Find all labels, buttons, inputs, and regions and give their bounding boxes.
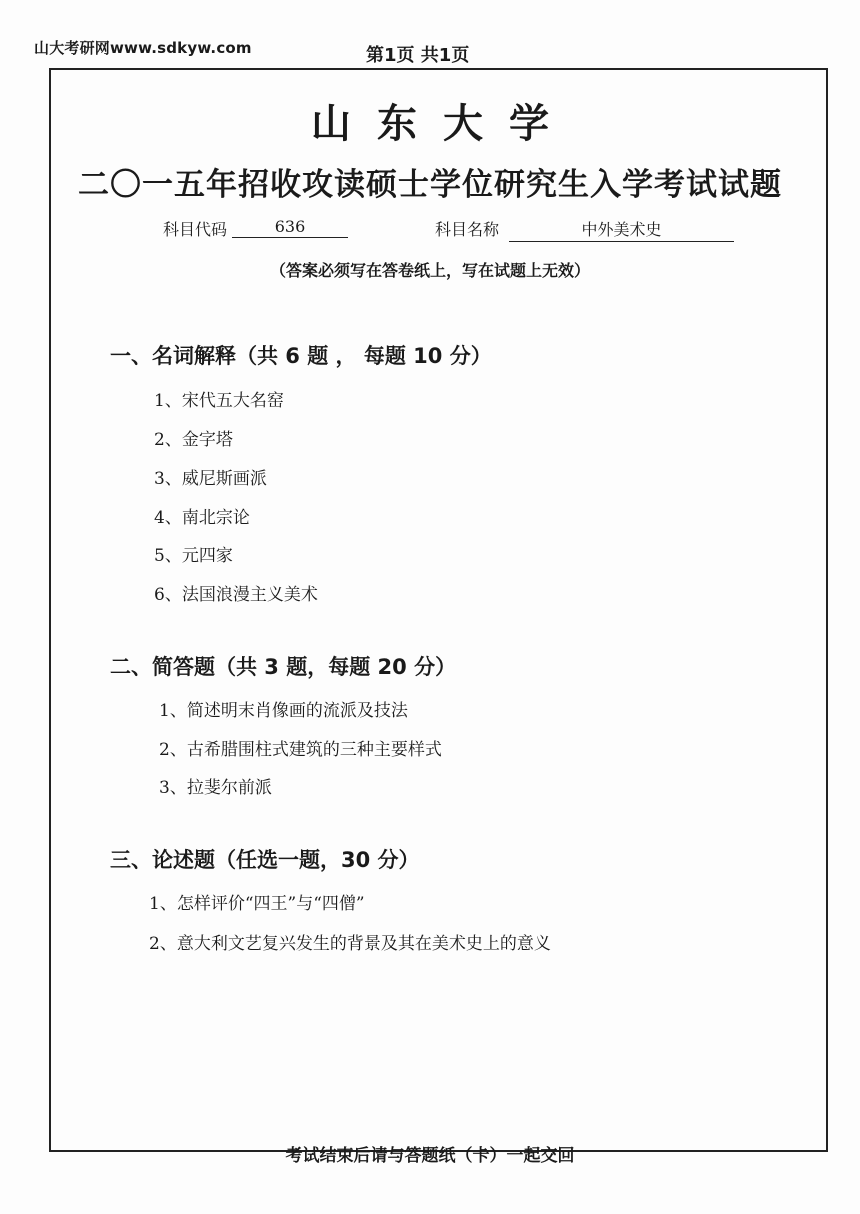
section-heading-3: 三、论述题（任选一题，30 分） <box>110 848 420 872</box>
university-name: 山东大学 <box>311 100 575 147</box>
subject-code-value: 636 <box>232 217 348 238</box>
page-number: 第1页 共1页 <box>366 45 470 66</box>
exam-title: 二〇一五年招收攻读硕士学位研究生入学考试试题 <box>78 167 782 203</box>
question-item: 1、简述明末肖像画的流派及技法 <box>159 701 408 721</box>
question-item: 1、怎样评价“四王”与“四僧” <box>149 894 365 914</box>
section-heading-2: 二、简答题（共 3 题，每题 20 分） <box>110 655 457 679</box>
question-item: 6、法国浪漫主义美术 <box>154 585 318 605</box>
question-item: 2、古希腊围柱式建筑的三种主要样式 <box>159 740 442 760</box>
site-watermark: 山大考研网www.sdkyw.com <box>34 39 252 57</box>
question-item: 2、意大利文艺复兴发生的背景及其在美术史上的意义 <box>149 934 551 954</box>
question-item: 2、金字塔 <box>154 430 233 450</box>
footer-instruction: 考试结束后请与答题纸（卡）一起交回 <box>285 1146 575 1166</box>
section-heading-1: 一、名词解释（共 6 题 ， 每题 10 分） <box>110 344 492 368</box>
subject-code-label: 科目代码 <box>163 220 228 239</box>
question-item: 5、元四家 <box>154 546 233 566</box>
question-item: 3、拉斐尔前派 <box>159 778 272 798</box>
answer-notice: （答案必须写在答卷纸上，写在试题上无效） <box>269 261 590 280</box>
subject-name-label: 科目名称 <box>435 220 500 239</box>
subject-name-value: 中外美术史 <box>509 217 734 242</box>
question-item: 1、宋代五大名窑 <box>154 391 284 411</box>
question-item: 4、南北宗论 <box>154 508 250 528</box>
question-item: 3、威尼斯画派 <box>154 469 267 489</box>
